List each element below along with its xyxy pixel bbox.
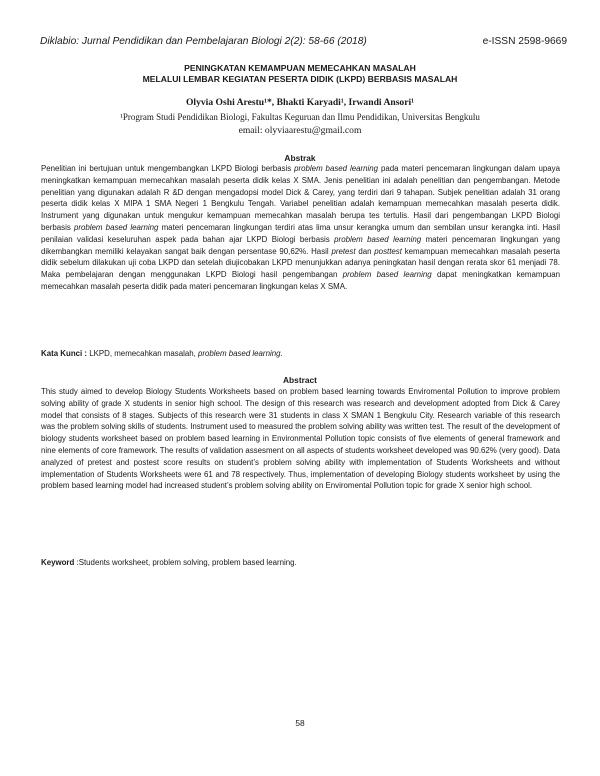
abstrak-text-run: pada materi pencemaran lingkungan dalam upaya meningkatkan kemampuan memecahkan masalah peserta didik kelas X SMA. Jenis penelitian ini adalah penelitian dan pengembangan. Metode penelitian yang digunakan adalah R &D dengan mengadopsi model Dick & Carey, yang terdiri dari 9 tahapan. Subjek penelitian adalah 31 orang peserta didik kelas X MIPA 1 SMA Negeri 1 Bengkulu Tengah. Variabel penelitian adalah kemampuan memecahkan masalah peserta didik. Instrument yang digunakan untuk mengukur kemampuan memecahkan masalah berupa tes tertulis. Hasil dari pengembangan LKPD Biologi berbasis (41, 164, 561, 232)
abstract-keywords (41, 557, 560, 569)
abstract-body: This study aimed to develop Biology Students Worksheets based on problem based learning towards Enviromental Pollution to improve problem solving ability of grade X students in senior high school. The design of this research was research and development adopted from Dick & Carey model that consists of 8 stages. Subjects of this research were 31 students in class X SMAN 1 Bengkulu City. Research variable of this research was the problem solving skills of students. Instrument used to measured the problem solving ability was written test. The result of the development of biology students worksheet based on problem based learning in Environmental Pollution topic consists of five elements of general framework and nine elements of core framework. The results of validation assesment on all aspects of students worksheet developed was 90.62% (very good). Data analyzed of pretest and postest score results on student’s problem solving ability with implementation of Students Worksheets and without implementation of Students Worksheets were 61 and 78 respectively. Thus, implementation of developing Biology students worksheet by using the problem based learning model had increased student’s problem solving ability on Enviromental Pollution topic for grade X senior high school. (41, 387, 560, 491)
keywords-italic: problem based learning (198, 349, 281, 358)
keyword-text: :Students worksheet, problem solving, problem based learning. (74, 558, 297, 567)
abstrak-italic-term: posttest (374, 246, 402, 256)
keywords-label: Kata Kunci : (41, 349, 88, 358)
paper-title (0, 63, 600, 85)
page-number: 58 (295, 718, 305, 728)
keyword-label: Keyword (41, 558, 75, 567)
abstrak-italic-term: problem based learning (334, 234, 422, 244)
running-header (40, 36, 567, 50)
abstrak-heading: Abstrak (284, 153, 316, 163)
journal-citation: Diklabio: Jurnal Pendidikan dan Pembelajaran Biologi 2(2): 58-66 (2018) (40, 36, 367, 47)
affiliation: ¹Program Studi Pendidikan Biologi, Fakultas Keguruan dan Ilmu Pendidikan, Universitas Bengkulu (120, 112, 480, 122)
abstrak-keywords (41, 348, 560, 360)
title-line-2: MELALUI LEMBAR KEGIATAN PESERTA DIDIK (LKPD) BERBASIS MASALAH (142, 74, 458, 84)
abstrak-text-run: kemampuan memecahkan masalah peserta didik sebelum dilakukan uji coba LKPD dan setelah diujicobakan LKPD menunjukkan adanya peningkatan hasil dengan rerata skor 61 menjadi 78. Maka pembelajaran dengan menggunakan LKPD Biologi hasil pengembangan (41, 246, 561, 280)
abstrak-text-run: Penelitian ini bertujuan untuk mengembangkan LKPD Biologi berbasis (41, 164, 295, 173)
abstrak-text-run: dan (355, 246, 375, 256)
abstrak-text-run: materi pencemaran lingkungan yang dikembangkan memiliki kelayakan sangat baik dengan persentase 90,62%. Hasil (41, 234, 561, 256)
corresponding-email: email: olyviaarestu@gmail.com (238, 125, 362, 136)
abstrak-text-run: dapat meningkatkan kemampuan memecahkan masalah peserta didik pada materi pencemaran lingkungan kelas X SMA. (41, 270, 561, 291)
keywords-end: . (280, 349, 283, 358)
abstrak-italic-term: problem based learning (74, 222, 159, 232)
author-list: Olyvia Oshi Arestu¹*, Bhakti Karyadi¹, Irwandi Ansori¹ (185, 97, 415, 108)
abstract-heading: Abstract (283, 375, 317, 385)
abstrak-italic-term: problem based learning (342, 270, 432, 280)
issn-label: e-ISSN 2598-9669 (482, 36, 567, 47)
abstrak-italic-term: problem based learning (294, 164, 379, 173)
abstrak-italic-term: pretest (331, 246, 356, 256)
keywords-plain: LKPD, memecahkan masalah, (87, 349, 199, 358)
abstrak-body (41, 163, 560, 293)
abstrak-text-run: materi pencemaran lingkungan terdiri atas lima unsur kerangka umum dan sembilan unsur kerangka inti. Hasil penilaian validasi keseluruhan aspek pada bahan ajar LKPD Biologi berbasis (41, 222, 560, 244)
title-line-1: PENINGKATAN KEMAMPUAN MEMECAHKAN MASALAH (184, 63, 416, 73)
